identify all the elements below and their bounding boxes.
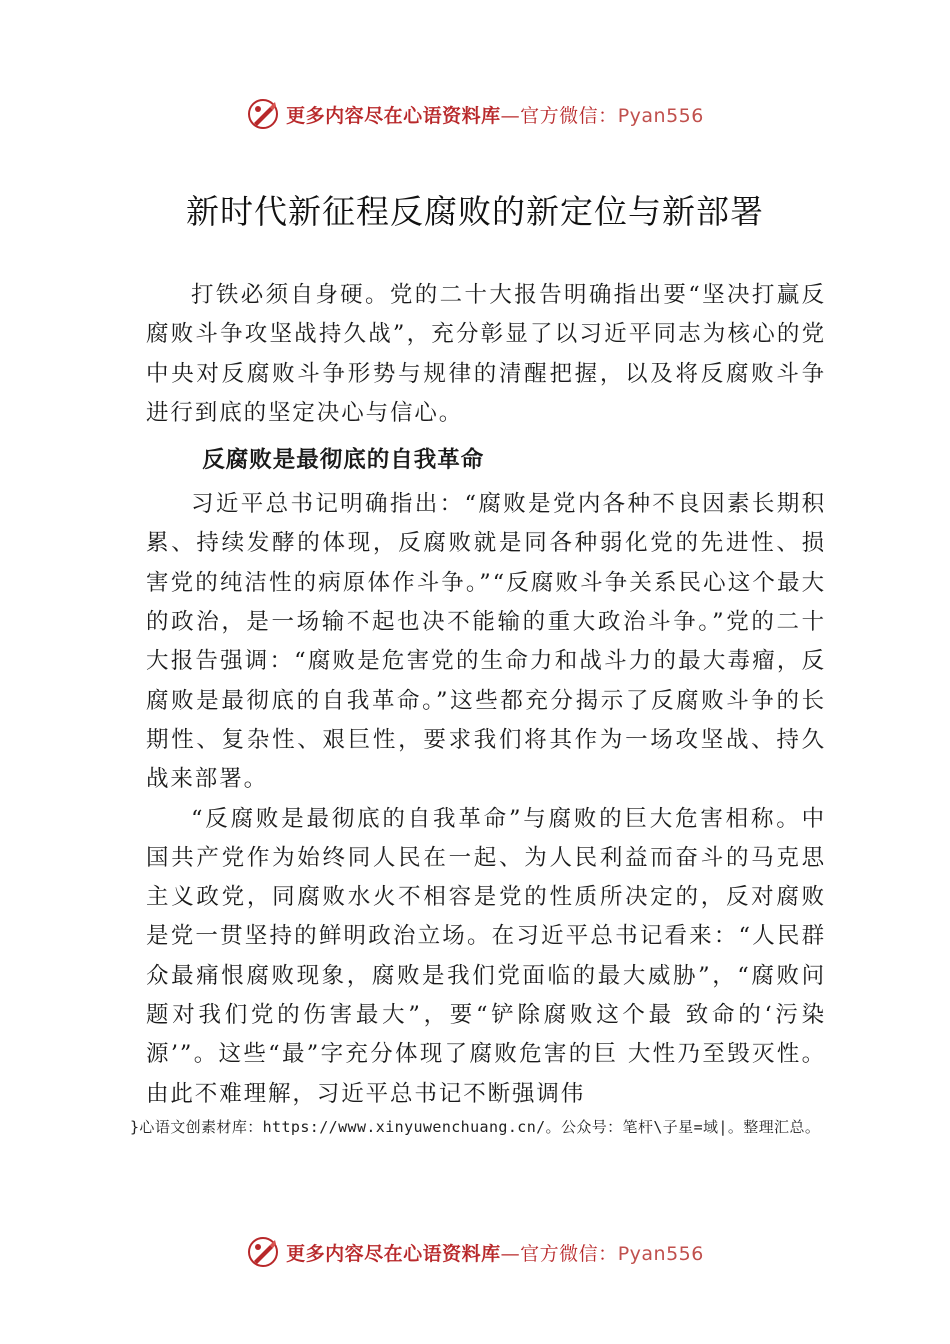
pen-quill-logo-icon [246, 97, 280, 131]
banner-text [286, 101, 704, 128]
document-title: 新时代新征程反腐败的新定位与新部署 [186, 192, 764, 231]
header-banner [0, 94, 950, 134]
section-heading: 反腐败是最彻底的自我革命 [202, 447, 485, 474]
banner-wechat-id: Pyan556 [617, 1242, 704, 1265]
banner-text [286, 1239, 704, 1266]
banner-wechat-label: 官方微信： [520, 104, 618, 127]
banner-dash: — [500, 1242, 521, 1265]
article-body [146, 276, 826, 1114]
banner-dash: — [500, 104, 521, 127]
source-footer-line: }心语文创素材库：https://www.xinyuwenchuang.cn/。公众号：笔杆\子星=域|。整理汇总。 [130, 1118, 821, 1136]
paragraph-3: “反腐败是最彻底的自我革命”与腐败的巨大危害相称。中国共产党作为始终同人民在一起、为人民利益而奋斗的马克思主义政党，同腐败水火不相容是党的性质所决定的，反对腐败是党一贯坚持的鲜明政治立场。在习近平总书记看来：“人民群众最痛恨腐败现象，腐败是我们党面临的最大威胁”，“腐败问题对我们党的伤害最大”，要“铲除腐败这个最 致命的‘污染源’”。这些“最”字充分体现了腐败危害的巨 大性乃至毁灭性。由此不难理解，习近平总书记不断强调伟 [146, 805, 826, 1107]
banner-brand: 更多内容尽在心语资料库 [286, 1242, 501, 1265]
banner-wechat-label: 官方微信： [520, 1242, 618, 1265]
paragraph-2: 习近平总书记明确指出：“腐败是党内各种不良因素长期积累、持续发酵的体现，反腐败就是同各种弱化党的先进性、损害党的纯洁性的病原体作斗争。”“反腐败斗争关系民心这个最大的政治，是一场输不起也决不能输的重大政治斗争。”党的二十大报告强调：“腐败是危害党的生命力和战斗力的最大毒瘤，反腐败是最彻底的自我革命。”这些都充分揭示了反腐败斗争的长期性、复杂性、艰巨性，要求我们将其作为一场攻坚战、持久战来部署。 [146, 491, 826, 793]
footer-banner [0, 1232, 950, 1272]
paragraph-1: 打铁必须自身硬。党的二十大报告明确指出要“坚决打赢反腐败斗争攻坚战持久战”，充分彰显了以习近平同志为核心的党中央对反腐败斗争形势与规律的清醒把握，以及将反腐败斗争进行到底的坚定决心与信心。 [146, 282, 826, 426]
banner-wechat-id: Pyan556 [617, 104, 704, 127]
pen-quill-logo-icon [246, 1235, 280, 1269]
banner-brand: 更多内容尽在心语资料库 [286, 104, 501, 127]
